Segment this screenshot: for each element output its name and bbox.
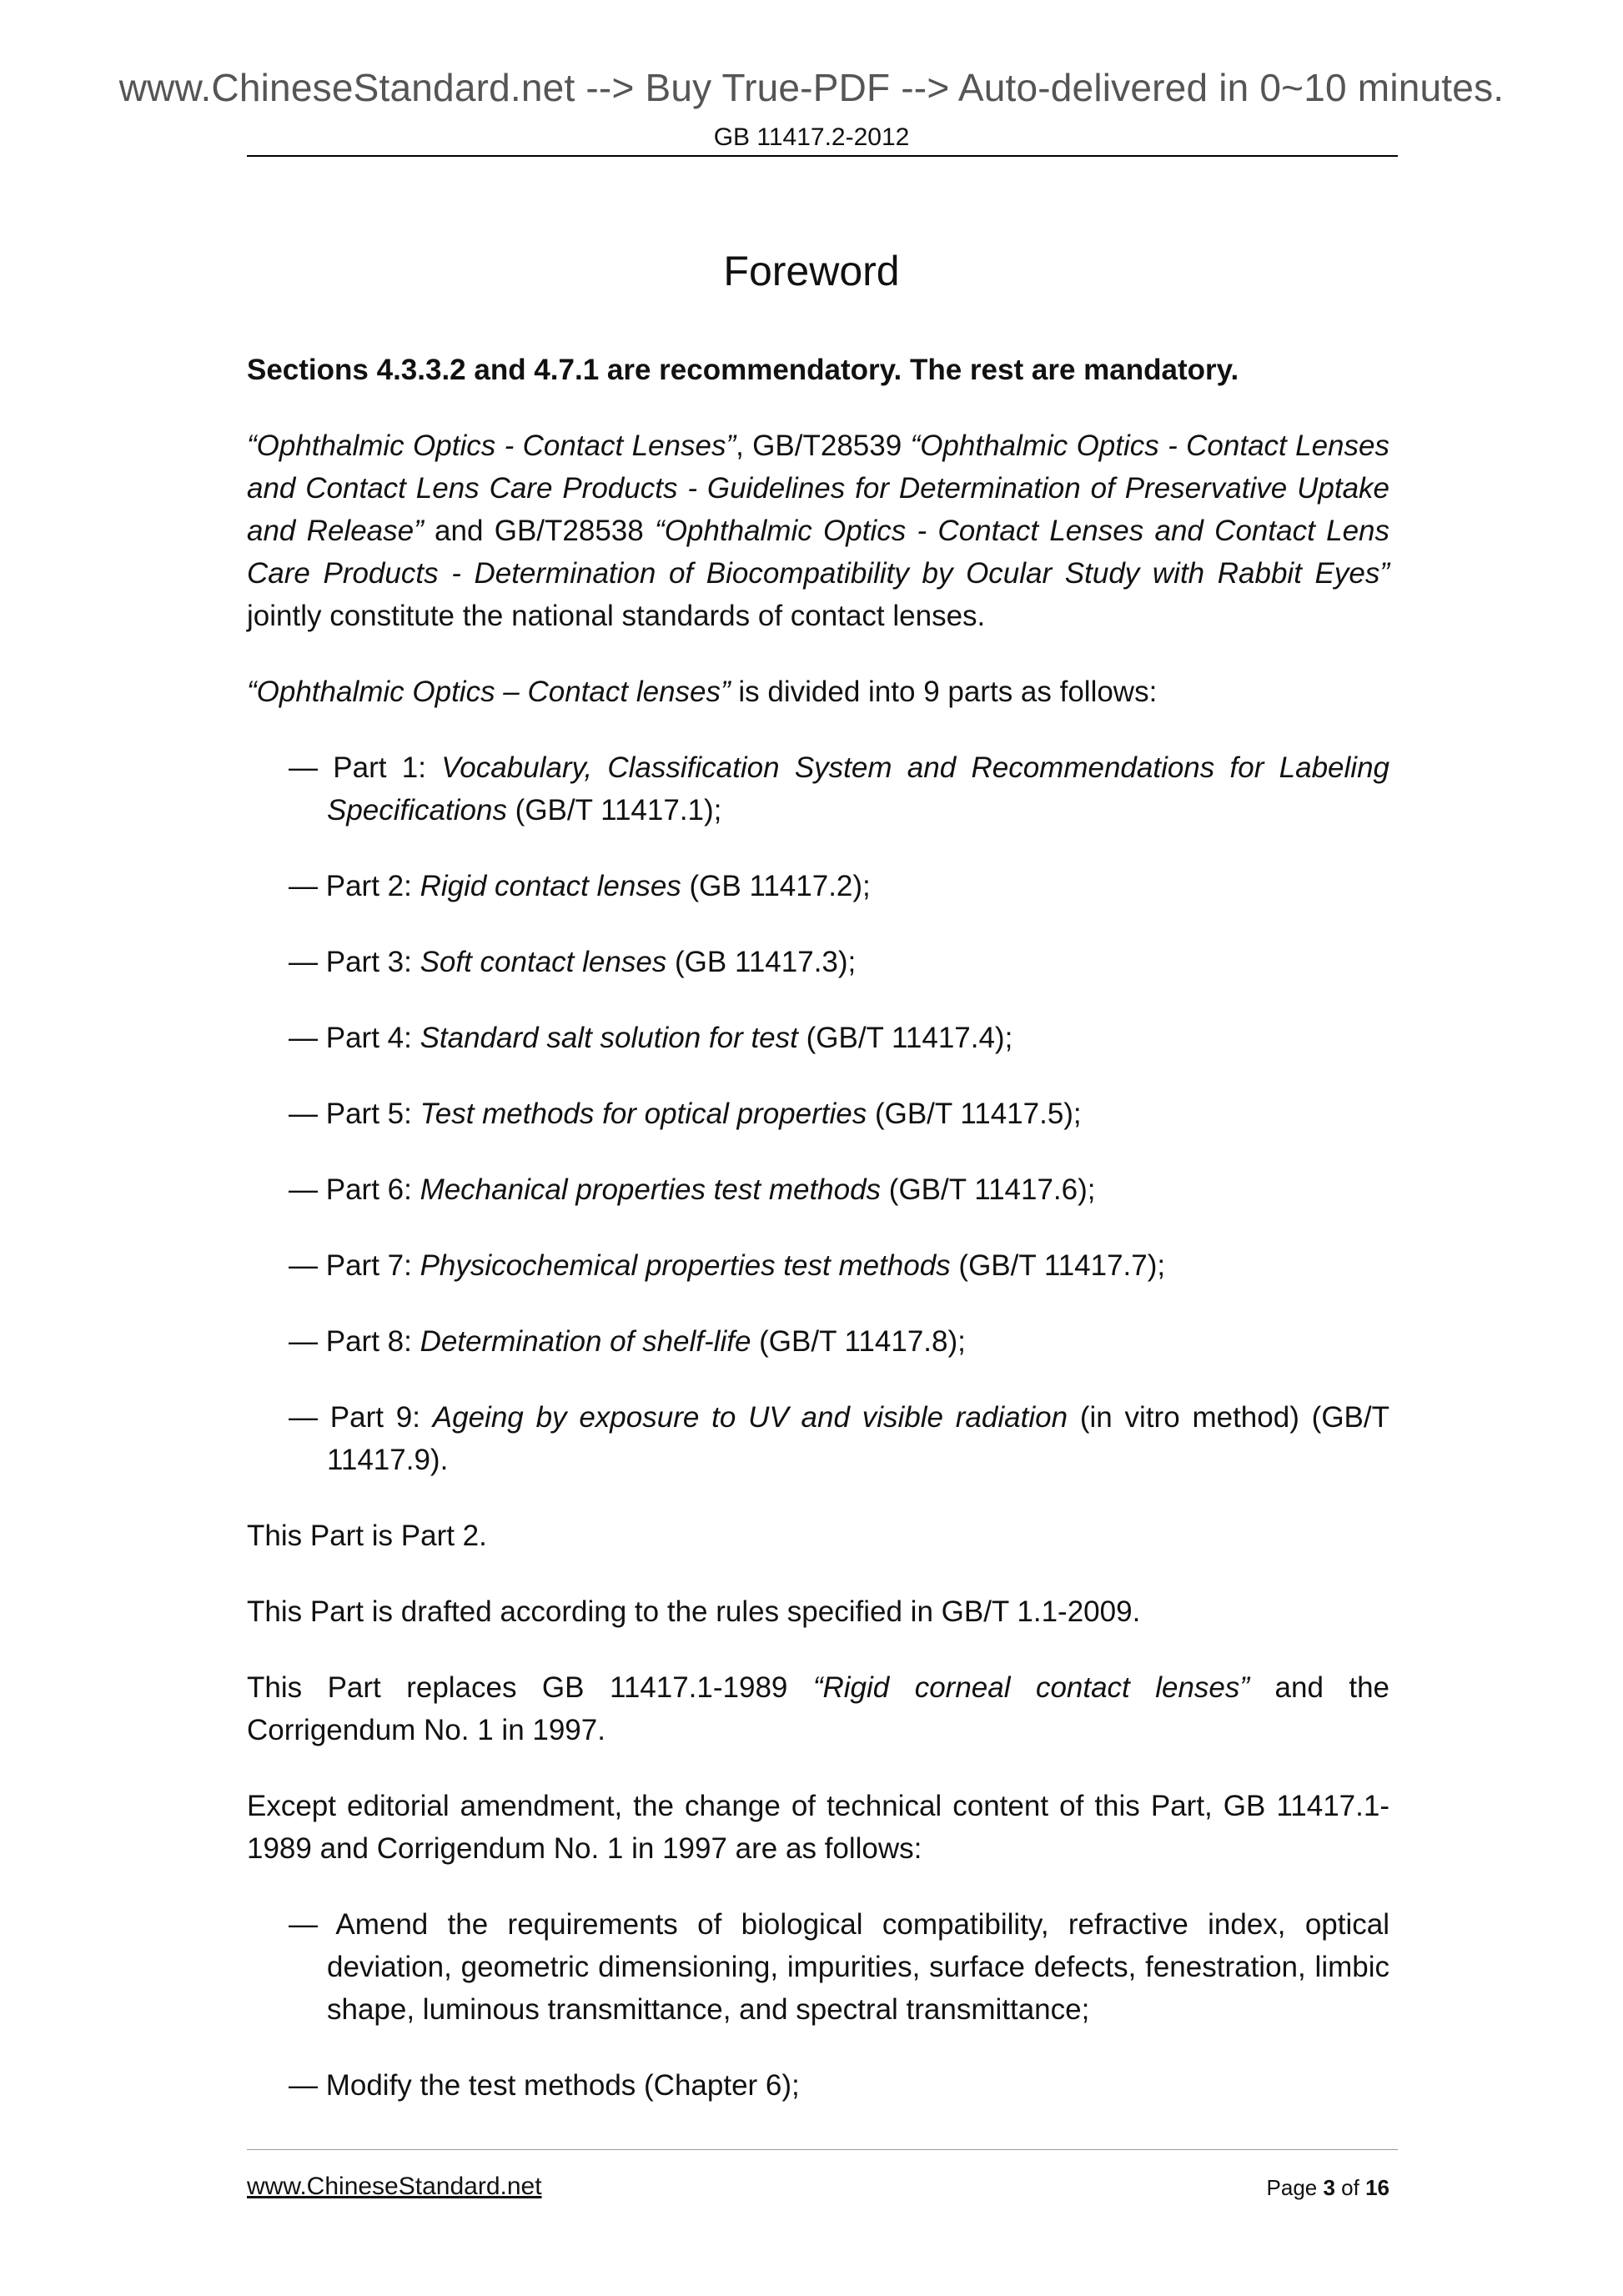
change-item: — Amend the requirements of biological compatibility, refractive index, optical deviation, geometric dimensioning, impurities, surface defects, fenestration, limbic shape, luminous transmittance, and spectral transmittance; bbox=[289, 1908, 1389, 2026]
page-number: Page 3 of 16 bbox=[1266, 2175, 1389, 2200]
list-item: — Part 7: Physicochemical properties test methods (GB/T 11417.7); bbox=[289, 1249, 1166, 1282]
paragraph-drafting-rules: This Part is drafted according to the rules specified in GB/T 1.1-2009. bbox=[247, 1595, 1141, 1628]
header-rule bbox=[247, 155, 1398, 157]
foreword-body bbox=[247, 349, 1389, 2140]
list-item: — Part 9: Ageing by exposure to UV and visible radiation (in vitro method) (GB/T 11417.9). bbox=[289, 1401, 1389, 1476]
list-item: — Part 1: Vocabulary, Classification System and Recommendations for Labeling Specifications (GB/T 11417.1); bbox=[289, 751, 1389, 826]
list-item: — Part 3: Soft contact lenses (GB 11417.3); bbox=[289, 946, 857, 978]
list-item: — Part 5: Test methods for optical properties (GB/T 11417.5); bbox=[289, 1098, 1082, 1130]
page-title: Foreword bbox=[723, 248, 900, 294]
footer-website-link[interactable]: www.ChineseStandard.net bbox=[247, 2173, 542, 2200]
paragraph-changes-intro: Except editorial amendment, the change of technical content of this Part, GB 11417.1-1989 and Corrigendum No. 1 in 1997 are as follows: bbox=[247, 1790, 1389, 1865]
list-item: — Part 6: Mechanical properties test methods (GB/T 11417.6); bbox=[289, 1173, 1096, 1206]
list-item: — Part 2: Rigid contact lenses (GB 11417.2); bbox=[289, 870, 871, 902]
list-item: — Part 4: Standard salt solution for test (GB/T 11417.4); bbox=[289, 1022, 1013, 1054]
paragraph-replaces: This Part replaces GB 11417.1-1989 “Rigid corneal contact lenses” and the Corrigendum No. 1 in 1997. bbox=[247, 1671, 1390, 1746]
paragraph-this-part: This Part is Part 2. bbox=[247, 1520, 487, 1552]
paragraph-standards: “Ophthalmic Optics - Contact Lenses”, GB/T28539 “Ophthalmic Optics - Contact Lenses and Contact Lens Care Products - Guidelines for Determination of Preservative Uptake and Release” and GB/T28538 “Ophthalmic Optics - Contact Lenses and Contact Lens Care Products - Determination of Biocompatibility by Ocular Study with Rabbit Eyes” jointly constitute the national standards of contact lenses. bbox=[247, 430, 1389, 632]
change-item: — Modify the test methods (Chapter 6); bbox=[289, 2069, 800, 2102]
intro-statement: Sections 4.3.3.2 and 4.7.1 are recommendatory. The rest are mandatory. bbox=[247, 354, 1239, 386]
footer-rule bbox=[247, 2149, 1398, 2150]
list-item: — Part 8: Determination of shelf-life (GB/T 11417.8); bbox=[289, 1325, 966, 1358]
standard-code: GB 11417.2-2012 bbox=[713, 123, 910, 151]
paragraph-parts-intro: “Ophthalmic Optics – Contact lenses” is divided into 9 parts as follows: bbox=[247, 676, 1158, 708]
top-banner: www.ChineseStandard.net --> Buy True-PDF --> Auto-delivered in 0~10 minutes. bbox=[118, 66, 1505, 109]
